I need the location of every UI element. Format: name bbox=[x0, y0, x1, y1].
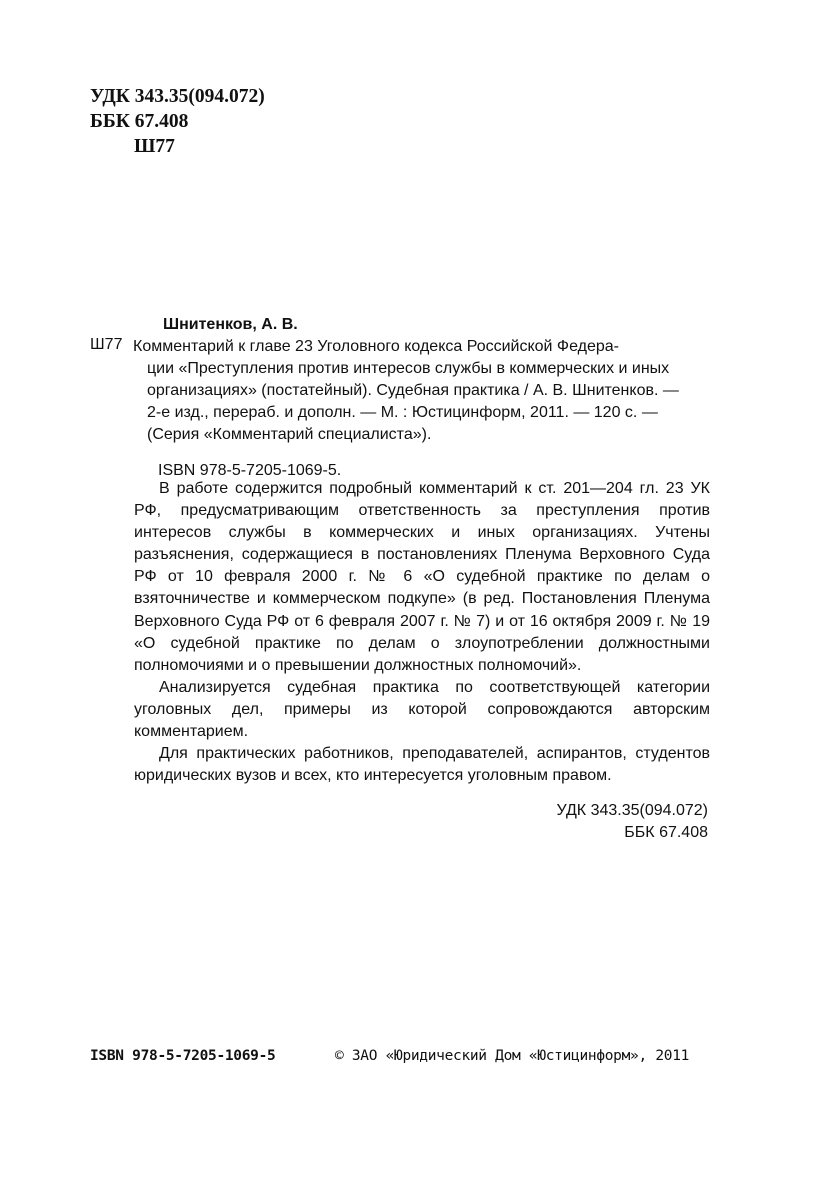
classification-header bbox=[90, 84, 265, 159]
annotation-paragraph: Анализируется судебная практика по соответствующей категории уголовных дел, примеры из которой сопровождаются авторским комментарием. bbox=[134, 678, 710, 741]
bib-line: 2-е изд., перераб. и дополн. — М. : Юстицинформ, 2011. — 120 с. — bbox=[147, 404, 658, 421]
bbk-code-footer: ББК 67.408 bbox=[624, 824, 708, 841]
isbn-record: ISBN 978-5-7205-1069-5. bbox=[158, 462, 342, 479]
author-mark-side: Ш77 bbox=[90, 336, 123, 353]
annotation bbox=[134, 478, 710, 787]
udk-code-footer: УДК 343.35(094.072) bbox=[556, 802, 708, 819]
bbk-code: ББК 67.408 bbox=[90, 111, 189, 132]
bib-line: ции «Преступления против интересов службы в коммерческих и иных bbox=[147, 360, 670, 377]
udk-code: УДК 343.35(094.072) bbox=[90, 86, 265, 107]
bib-line: Комментарий к главе 23 Уголовного кодекса Российской Федера- bbox=[133, 338, 619, 355]
annotation-paragraph: Для практических работников, преподавателей, аспирантов, студентов юридических вузов и всех, кто интересуется уголовным правом. bbox=[134, 745, 710, 785]
imprint-isbn: ISBN 978-5-7205-1069-5 bbox=[90, 1048, 276, 1064]
classification-footer bbox=[430, 800, 708, 844]
author-name: Шнитенков, А. В. bbox=[163, 316, 298, 333]
annotation-paragraph: В работе содержится подробный комментарий к ст. 201—204 гл. 23 УК РФ, предусматривающим ответственность за преступления против интересов службы в коммерческих и иных организациях. Учтены разъяснения, содержащиеся в постановлениях Пленума Верховного Суда РФ от 10 февраля 2000 г. № 6 «О судебной практике по делам о взяточничестве и коммерческом подкупе» (в ред. Постановления Пленума Верховного Суда РФ от 6 февраля 2007 г. № 7) и от 16 октября 2009 г. № 19 «О судебной практике по делам о злоупотреблении должностными полномочиями и о превышении должностных полномочий». bbox=[134, 480, 710, 674]
bib-line: организациях» (постатейный). Судебная практика / А. В. Шнитенков. — bbox=[147, 382, 679, 399]
copyright-notice: © ЗАО «Юридический Дом «Юстицинформ», 2011 bbox=[335, 1048, 690, 1064]
bibliographic-record bbox=[90, 314, 715, 482]
bib-line: (Серия «Комментарий специалиста»). bbox=[147, 426, 432, 443]
author-mark: Ш77 bbox=[134, 136, 175, 157]
